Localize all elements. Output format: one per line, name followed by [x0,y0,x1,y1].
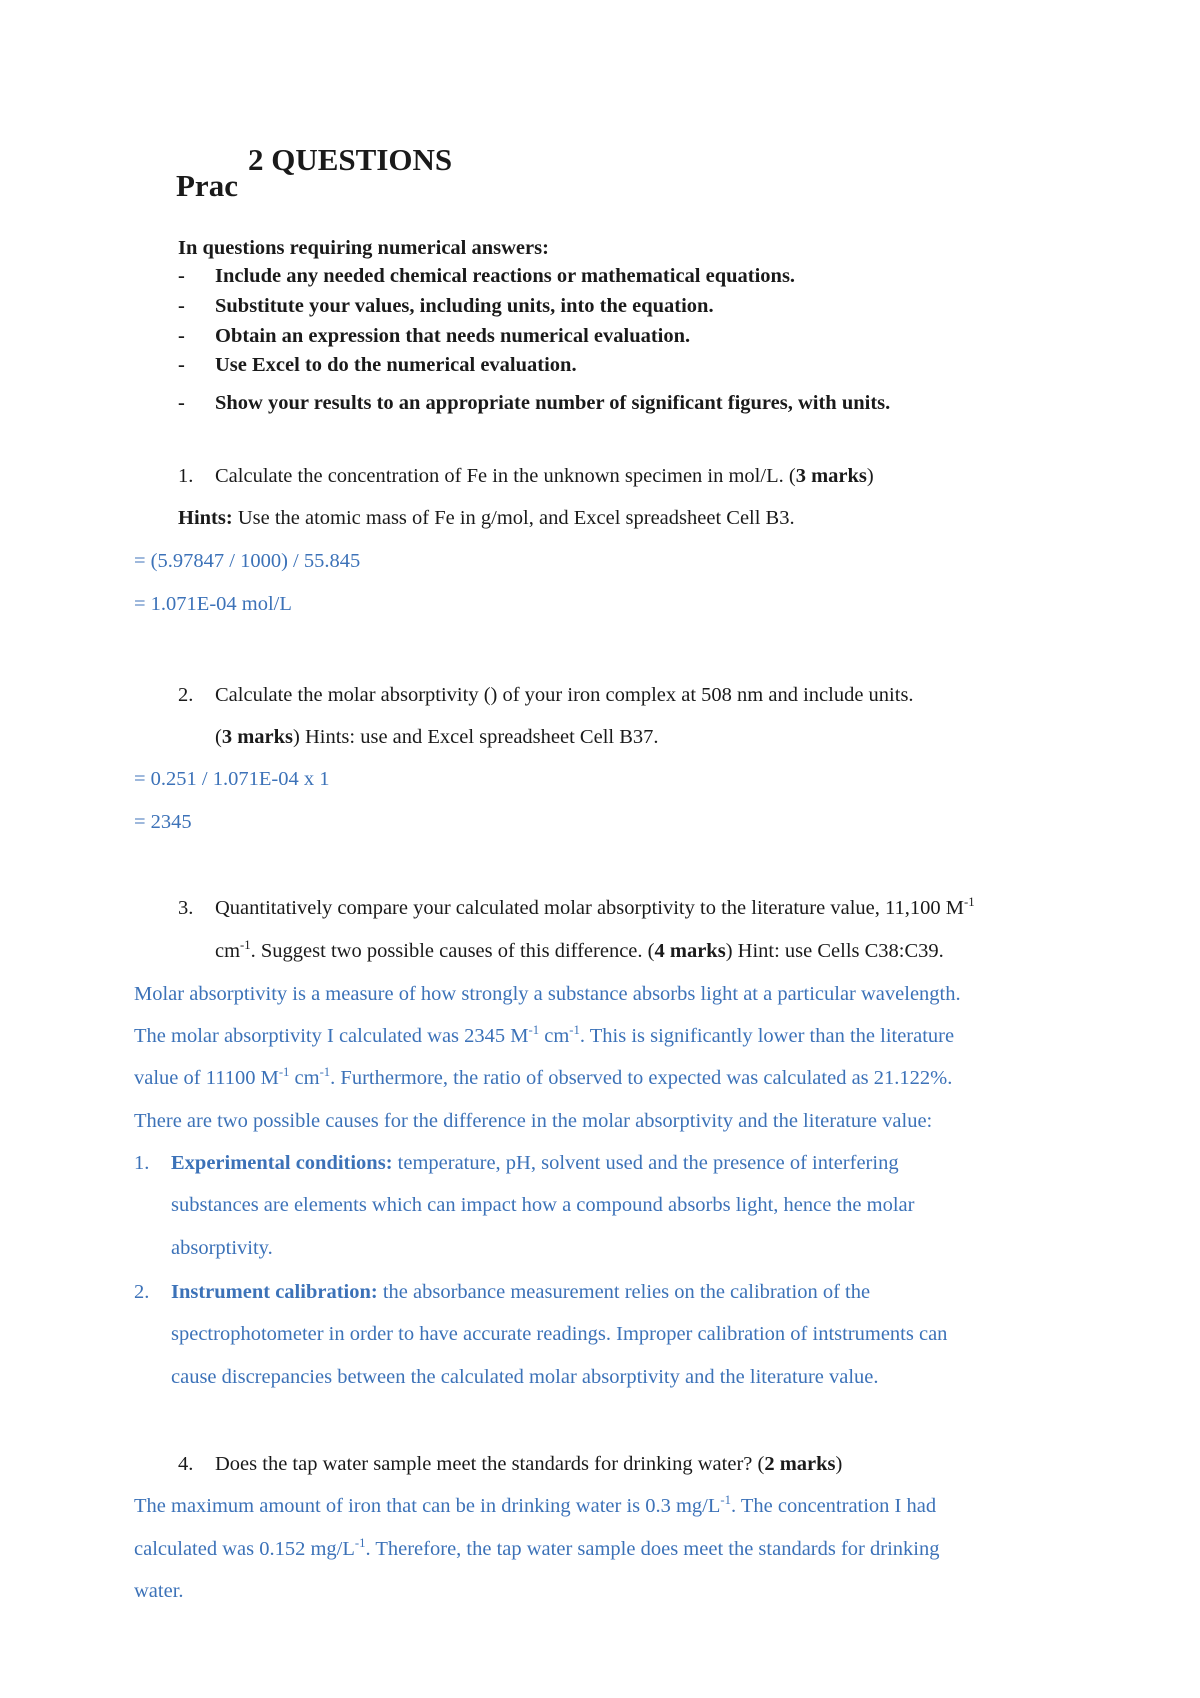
instruction-text: Show your results to an appropriate number of significant figures, with units. [215,392,891,414]
question-1-marks: 3 marks [795,465,867,487]
bullet-dash: - [178,325,185,347]
title-questions: 2 QUESTIONS [248,142,453,177]
question-3-marks: 4 marks [654,940,726,962]
instruction-text: Obtain an expression that needs numerical evaluation. [215,325,691,347]
question-4-text: Does the tap water sample meet the standards for drinking water? (2 marks) [215,1453,843,1475]
answer-3-para-line-2: The molar absorptivity I calculated was 2345 $M^{-1}$ $cm^{-1}$. This is significantly lower than the literature [134,1022,955,1047]
question-3-text-line-2: $cm^{-1}$. Suggest two possible causes of this difference. (4 marks) Hint: use Cells C38:C39. [215,937,944,962]
bullet-dash: - [178,354,185,376]
instructions-heading: In questions requiring numerical answers: [178,237,549,259]
cause-2-number: 2. [134,1281,150,1303]
instruction-text: Include any needed chemical reactions or mathematical equations. [215,265,796,287]
question-3-text-line-1: Quantitatively compare your calculated molar absorptivity to the literature value, 11,100 $M^{-1}$ [215,894,975,919]
question-1-hint: Hints: Use the atomic mass of Fe in g/mol, and Excel spreadsheet Cell B3. [178,507,795,529]
answer-2-line-1: = 0.251 / 1.071E-04 x 1 [134,768,330,790]
bullet-dash: - [178,295,185,317]
title-prac: Prac [176,168,238,203]
question-2-number: 2. [178,684,194,706]
question-2-text: Calculate the molar absorptivity () of your iron complex at 508 nm and include units. [215,684,914,706]
question-2-hint: (3 marks) Hints: use and Excel spreadsheet Cell B37. [215,726,659,748]
question-4-number: 4. [178,1453,194,1475]
answer-3-para-line-1: Molar absorptivity is a measure of how strongly a substance absorbs light at a particular wavelength. [134,983,961,1005]
bullet-dash: - [178,265,185,287]
answer-4-line-1: The maximum amount of iron that can be in drinking water is 0.3 $mg/L^{-1}$. The concentration I had [134,1492,937,1517]
cause-2-label: Instrument calibration: [171,1281,378,1303]
cause-2-line-2: spectrophotometer in order to have accurate readings. Improper calibration of intstruments can [171,1323,948,1345]
question-4-marks: 2 marks [764,1453,836,1475]
cause-1-line-1: Experimental conditions: temperature, pH, solvent used and the presence of interfering [171,1152,899,1174]
answer-2-line-2: = 2345 [134,811,192,833]
question-1-number: 1. [178,465,194,487]
cause-1-label: Experimental conditions: [171,1152,393,1174]
cause-1-line-3: absorptivity. [171,1237,273,1259]
cause-2-line-3: cause discrepancies between the calculated molar absorptivity and the literature value. [171,1366,879,1388]
cause-1-line-2: substances are elements which can impact how a compound absorbs light, hence the molar [171,1194,915,1216]
answer-3-para-line-3: value of 11100 $M^{-1}$ $cm^{-1}$. Furthermore, the ratio of observed to expected was calculated as 21.122%. [134,1064,953,1089]
cause-1-number: 1. [134,1152,150,1174]
cause-2-line-1: Instrument calibration: the absorbance measurement relies on the calibration of the [171,1281,871,1303]
answer-4-line-3: water. [134,1580,184,1602]
answer-1-line-1: = (5.97847 / 1000) / 55.845 [134,550,361,572]
bullet-dash: - [178,392,185,414]
question-2-marks: 3 marks [221,726,294,748]
question-1-text: Calculate the concentration of Fe in the unknown specimen in mol/L. (3 marks) [215,465,874,487]
answer-4-line-2: calculated was 0.152 $mg/L^{-1}$. Therefore, the tap water sample does meet the standards for drinking [134,1535,940,1560]
instruction-text: Use Excel to do the numerical evaluation. [215,354,577,376]
answer-1-line-2: = 1.071E-04 mol/L [134,593,292,615]
hint-label: Hints: [178,507,233,529]
instruction-text: Substitute your values, including units, into the equation. [215,295,714,317]
question-3-number: 3. [178,897,194,919]
answer-3-para-line-4: There are two possible causes for the difference in the molar absorptivity and the literature value: [134,1110,933,1132]
